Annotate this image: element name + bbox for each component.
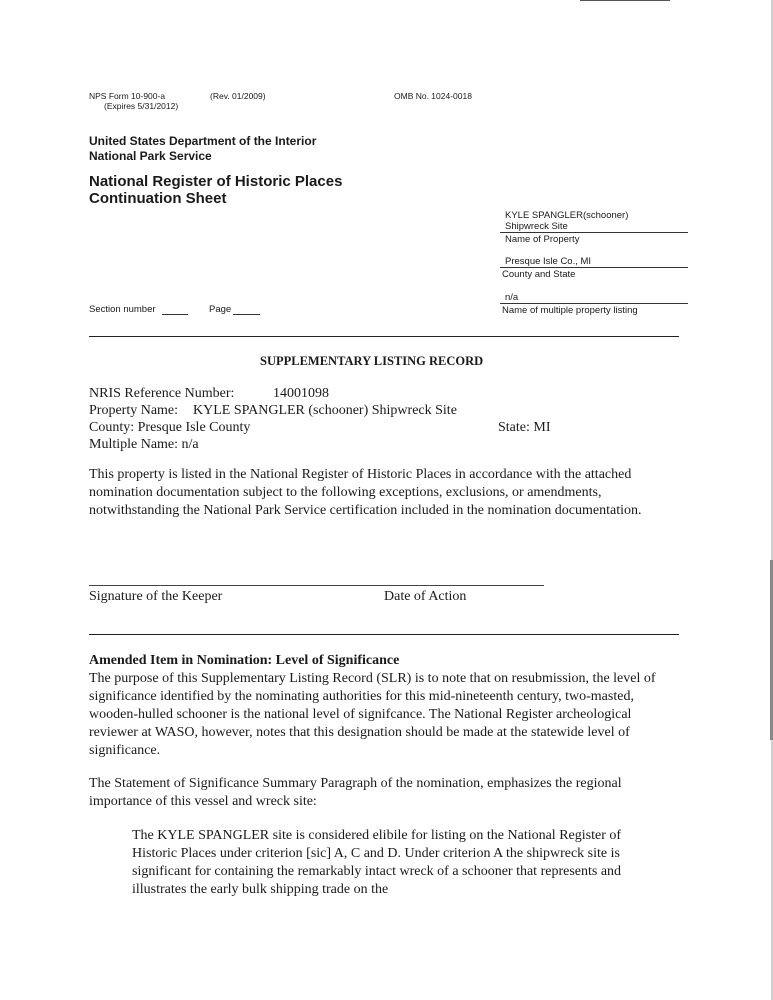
page-label: Page <box>209 304 232 315</box>
multiple-name-field: Multiple Name: n/a <box>89 437 199 452</box>
header-divider <box>89 336 679 337</box>
amendment-heading: Amended Item in Nomination: Level of Significance <box>89 653 400 668</box>
scan-mark <box>580 0 670 1</box>
form-number: NPS Form 10-900-a <box>89 91 166 101</box>
county-state-underline <box>500 267 688 268</box>
county-state-value: Presque Isle Co., MI <box>505 256 592 267</box>
state-field: State: MI <box>498 420 551 435</box>
property-name-label: Name of Property <box>505 234 580 245</box>
page-field <box>233 314 260 315</box>
document-title: National Register of Historic Places <box>89 173 343 190</box>
form-revision: (Rev. 01/2009) <box>210 91 266 101</box>
signature-label: Signature of the Keeper <box>89 589 223 604</box>
property-name-underline <box>500 232 688 233</box>
nris-reference-label: NRIS Reference Number: <box>89 386 235 401</box>
document-subtitle: Continuation Sheet <box>89 190 227 207</box>
section-number-field <box>162 314 188 315</box>
section-number-label: Section number <box>89 304 156 315</box>
department-name: United States Department of the Interior <box>89 134 317 148</box>
multiple-listing-underline <box>500 303 688 304</box>
multiple-listing-value: n/a <box>505 292 519 303</box>
multiple-listing-label: Name of multiple property listing <box>502 305 638 316</box>
agency-name: National Park Service <box>89 149 212 163</box>
date-of-action-label: Date of Action <box>384 589 467 604</box>
property-name-line1: KYLE SPANGLER(schooner) <box>505 210 629 221</box>
property-name-field-value: KYLE SPANGLER (schooner) Shipwreck Site <box>193 403 457 418</box>
amendment-paragraph-1: The purpose of this Supplementary Listing Record (SLR) is to note that on resubmission, the level of significance identified by the nominating authorities for this mid-nineteenth century, two-masted, wooden-hulled schooner is the national level of signifcance. The National Register archeological reviewer at WASO, however, notes that this designation should be made at the statewide level of significance. <box>89 671 656 758</box>
nris-reference-value: 14001098 <box>273 386 329 401</box>
county-field: County: Presque Isle County <box>89 420 251 435</box>
significance-quote: The KYLE SPANGLER site is considered elibile for listing on the National Register of Historic Places under criterion [sic] A, C and D. Under criterion A the shipwreck site is significant for containing the remarkably intact wreck of a schooner that represents and illustrates the early bulk shipping trade on the <box>132 828 622 897</box>
county-state-label: County and State <box>502 269 576 280</box>
amendment-paragraph-2: The Statement of Significance Summary Paragraph of the nomination, emphasizes the regional importance of this vessel and wreck site: <box>89 776 622 809</box>
signature-divider <box>89 634 679 635</box>
slr-heading: SUPPLEMENTARY LISTING RECORD <box>260 354 484 368</box>
signature-line <box>89 585 544 586</box>
form-expires: (Expires 5/31/2012) <box>104 101 179 111</box>
property-name-line2: Shipwreck Site <box>505 221 568 232</box>
omb-number: OMB No. 1024-0018 <box>394 91 472 101</box>
property-name-field-label: Property Name: <box>89 403 179 418</box>
listing-statement: This property is listed in the National Register of Historic Places in accordance with the attached nomination documentation subject to the following exceptions, exclusions, or amendments, notwithstanding the National Park Service certification included in the nomination documentation. <box>89 467 642 518</box>
